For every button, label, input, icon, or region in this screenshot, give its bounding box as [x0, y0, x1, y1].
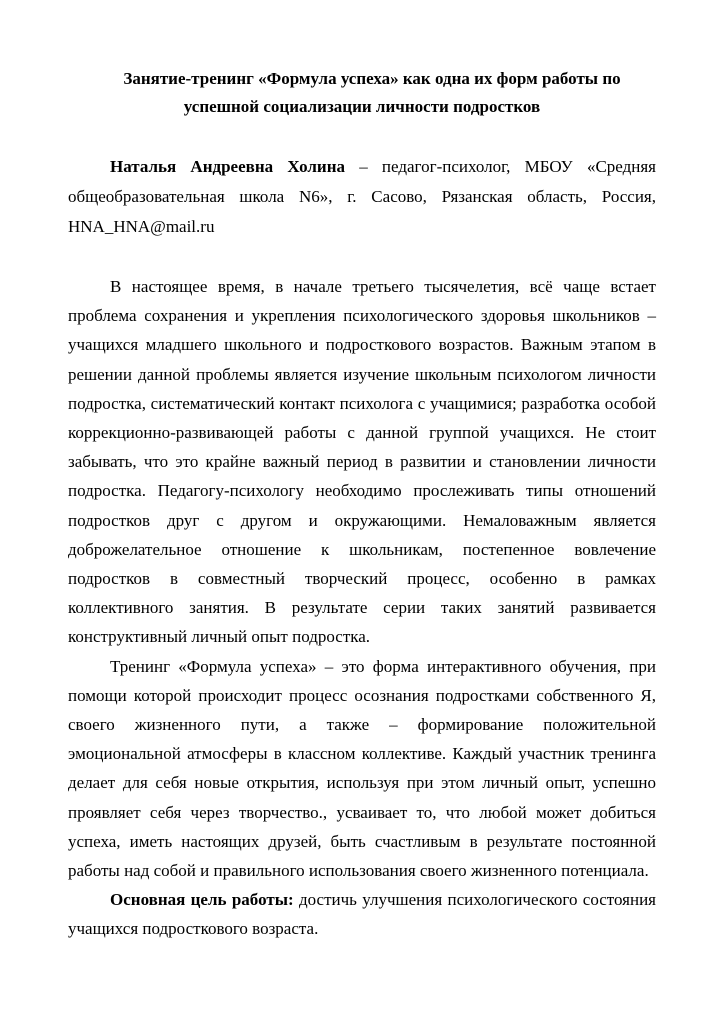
paragraph-training: Тренинг «Формула успеха» – это форма интерактивного обучения, при помощи которой происходит процесс осознания подростками собственного Я, своего жизненного пути, а также – формирование положительной эмоциональной атмосферы в классном коллективе. Каждый участник тренинга делает для себя новые открытия, используя при этом личный опыт, успешно проявляет себя через творчество., усваивает то, что любой может добиться успеха, иметь настоящих друзей, быть счастливым в результате постоянной работы над собой и правильного использования своего жизненного потенциала. [68, 656, 656, 881]
paragraph-intro: В настоящее время, в начале третьего тысячелетия, всё чаще встает проблема сохранения и укрепления психологического здоровья школьников – учащихся младшего школьного и подросткового возрастов. Важным этапом в решении данной проблемы является изучение школьным психологом личности подростка, систематический контакт психолога с учащимися; разработка особой коррекционно-развивающей работы с данной группой учащихся. Не стоит забывать, что это крайне важный период в развитии и становлении личности подростка. Педагогу-психологу необходимо прослеживать типы отношений подростков друг с другом и окружающими. Немаловажным является доброжелательное отношение к школьникам, постепенное вовлечение подростков в совместный творческий процесс, особенно в рамках коллективного занятия. В результате серии таких занятий развивается конструктивный личный опыт подростка. [68, 277, 656, 647]
author-block [68, 152, 656, 242]
goal-label: Основная цель работы: [110, 890, 294, 910]
paragraph-goal [68, 885, 656, 943]
goal-text: достичь улучшения психологического состояния учащихся подросткового возраста. [68, 890, 656, 939]
body-text [68, 272, 656, 944]
author-name: Наталья Андреевна Холина [110, 157, 345, 176]
author-info: – педагог-психолог, МБОУ «Средняя общеобразовательная школа N6», г. Сасово, Рязанская область, Россия, HNA_HNA@mail.ru [68, 157, 656, 236]
title-line-2: успешной социализации личности подростков [183, 97, 541, 116]
title-line-1: Занятие-тренинг «Формула успеха» как одна их форм работы по [123, 69, 621, 88]
document-title [68, 65, 656, 121]
